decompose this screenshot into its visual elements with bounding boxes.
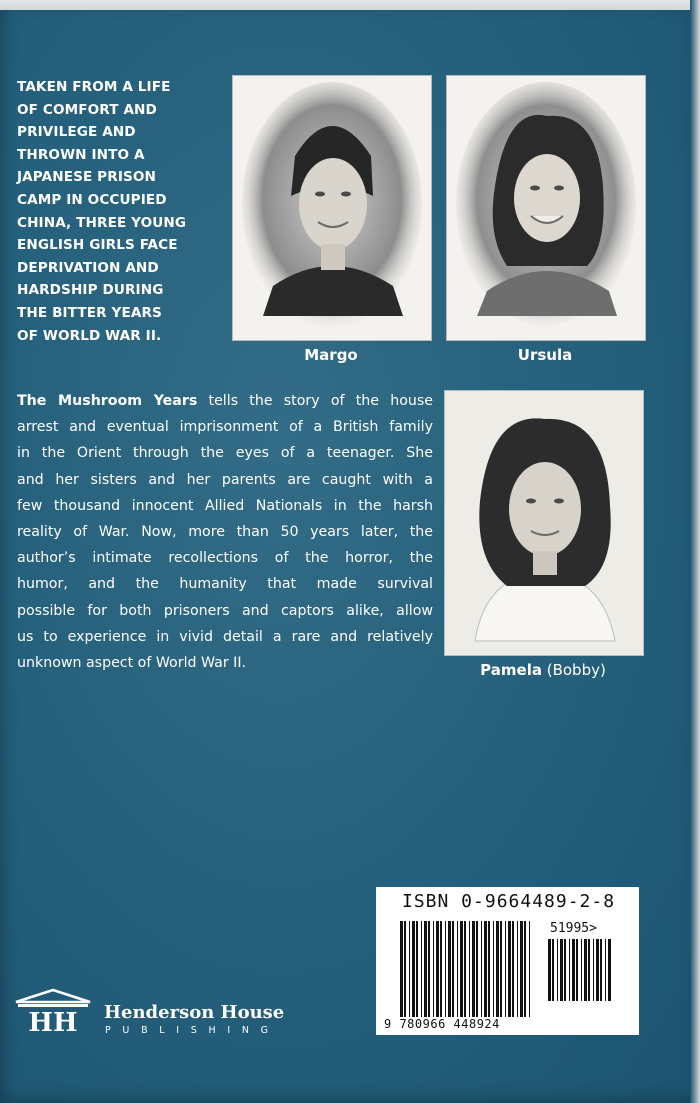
barcode-bar bbox=[524, 921, 526, 1017]
description-line: arrest and eventual imprisonment of a British family bbox=[17, 419, 433, 436]
barcode-bar bbox=[600, 939, 602, 1001]
barcode-bar bbox=[476, 921, 478, 1017]
description-first-line: tells the story of the house bbox=[197, 393, 433, 409]
caption-nickname: (Bobby) bbox=[541, 661, 606, 679]
logo-letters: HH bbox=[28, 1008, 78, 1034]
barcode-bar bbox=[605, 939, 606, 1001]
barcode-bar bbox=[593, 939, 594, 1001]
publisher-subtitle: PUBLISHING bbox=[105, 1025, 280, 1036]
tagline-line: THROWN INTO A bbox=[17, 146, 145, 163]
barcode-bar bbox=[433, 921, 434, 1017]
price-code: 51995> bbox=[550, 921, 597, 936]
barcode-bar bbox=[581, 939, 582, 1001]
barcode-bar bbox=[481, 921, 482, 1017]
barcode-bar bbox=[488, 921, 490, 1017]
description-line: in the Orient through the eyes of a teenager. She bbox=[17, 445, 433, 462]
cover-right-edge bbox=[690, 0, 700, 1103]
barcode-bar bbox=[508, 921, 511, 1017]
barcode-bar bbox=[445, 921, 446, 1017]
barcode-bar bbox=[412, 921, 415, 1017]
barcode-bar bbox=[448, 921, 451, 1017]
portrait-pamela-image bbox=[445, 391, 643, 655]
tagline-line: OF WORLD WAR II. bbox=[17, 327, 162, 344]
tagline-line: TAKEN FROM A LIFE bbox=[17, 79, 171, 95]
photo-margo bbox=[232, 75, 432, 341]
publisher-name: Henderson House bbox=[104, 1002, 285, 1023]
barcode-bar bbox=[588, 939, 590, 1001]
barcode-bar bbox=[457, 921, 458, 1017]
barcode-bar bbox=[400, 921, 403, 1017]
barcode-bar bbox=[484, 921, 487, 1017]
publisher-house-icon bbox=[14, 988, 92, 1034]
barcode-bar bbox=[500, 921, 502, 1017]
portrait-margo-image bbox=[233, 76, 431, 340]
tagline-line: CAMP IN OCCUPIED bbox=[17, 191, 167, 208]
tagline-line: CHINA, THREE YOUNG bbox=[17, 214, 187, 231]
tagline bbox=[17, 76, 222, 347]
barcode-bar bbox=[424, 921, 427, 1017]
barcode-bar bbox=[416, 921, 418, 1017]
barcode-bar bbox=[421, 921, 422, 1017]
isbn-number: ISBN 0-9664489-2-8 bbox=[402, 891, 616, 912]
barcode-bar bbox=[496, 921, 499, 1017]
barcode-bar bbox=[404, 921, 406, 1017]
description-line: unknown aspect of World War II. bbox=[17, 655, 247, 672]
tagline-line: HARDSHIP DURING bbox=[17, 282, 164, 299]
description-line bbox=[17, 388, 433, 414]
caption-name: Margo bbox=[304, 346, 358, 364]
description-line: and her sisters and her parents are caught with a bbox=[17, 471, 433, 488]
tagline-line: THE BITTER YEARS bbox=[17, 304, 162, 321]
barcode-bar bbox=[436, 921, 439, 1017]
barcode-bar bbox=[569, 939, 570, 1001]
barcode-bar bbox=[560, 939, 563, 1001]
book-title: The Mushroom Years bbox=[17, 393, 198, 409]
photo-pamela bbox=[444, 390, 644, 656]
barcode-bar bbox=[552, 939, 554, 1001]
barcode-bar bbox=[564, 939, 566, 1001]
description-line: few thousand innocent Allied Nationals in the harsh bbox=[17, 497, 433, 514]
tagline-line: PRIVILEGE AND bbox=[17, 124, 136, 141]
barcode-bar bbox=[409, 921, 410, 1017]
barcode-bar bbox=[520, 921, 523, 1017]
tagline-line: OF COMFORT AND bbox=[17, 101, 157, 118]
portrait-ursula-image bbox=[447, 76, 645, 340]
barcode-bar bbox=[548, 939, 551, 1001]
barcode-bar bbox=[469, 921, 470, 1017]
barcode-bar bbox=[608, 939, 611, 1001]
description-line: reality of War. Now, more than 50 years later, the bbox=[17, 524, 433, 541]
tagline-line: DEPRIVATION AND bbox=[17, 259, 159, 276]
tagline-line: ENGLISH GIRLS FACE bbox=[17, 237, 178, 254]
barcode-bar bbox=[557, 939, 558, 1001]
barcode-bar bbox=[576, 939, 578, 1001]
book-description bbox=[17, 388, 433, 676]
photo-caption-ursula bbox=[446, 346, 644, 364]
barcode-bar bbox=[493, 921, 494, 1017]
tagline-line: JAPANESE PRISON bbox=[17, 169, 156, 186]
barcode-bar bbox=[472, 921, 475, 1017]
barcode-bar bbox=[460, 921, 463, 1017]
barcode-bar bbox=[440, 921, 442, 1017]
barcode-bar bbox=[517, 921, 518, 1017]
barcode-bar bbox=[512, 921, 514, 1017]
caption-name: Ursula bbox=[517, 346, 573, 364]
ean-number: 9 780966 448924 bbox=[384, 1017, 500, 1031]
barcode-bar bbox=[428, 921, 430, 1017]
barcode-bar bbox=[505, 921, 506, 1017]
barcode-bar bbox=[572, 939, 575, 1001]
caption-name: Pamela bbox=[480, 661, 542, 679]
photo-caption-pamela bbox=[444, 661, 642, 679]
description-line: humor, and the humanity that made survival bbox=[17, 576, 433, 593]
cover-top-edge bbox=[0, 0, 700, 10]
barcode-bar bbox=[529, 921, 530, 1017]
description-line: us to experience in vivid detail a rare and relatively bbox=[17, 628, 433, 645]
description-line: possible for both prisoners and captors alike, allow bbox=[17, 602, 433, 619]
description-line: author’s intimate recollections of the horror, the bbox=[17, 550, 433, 567]
photo-caption-margo bbox=[232, 346, 430, 364]
photo-ursula bbox=[446, 75, 646, 341]
barcode-bar bbox=[452, 921, 454, 1017]
barcode-bar bbox=[584, 939, 587, 1001]
barcode-bar bbox=[464, 921, 466, 1017]
barcode-bar bbox=[596, 939, 599, 1001]
